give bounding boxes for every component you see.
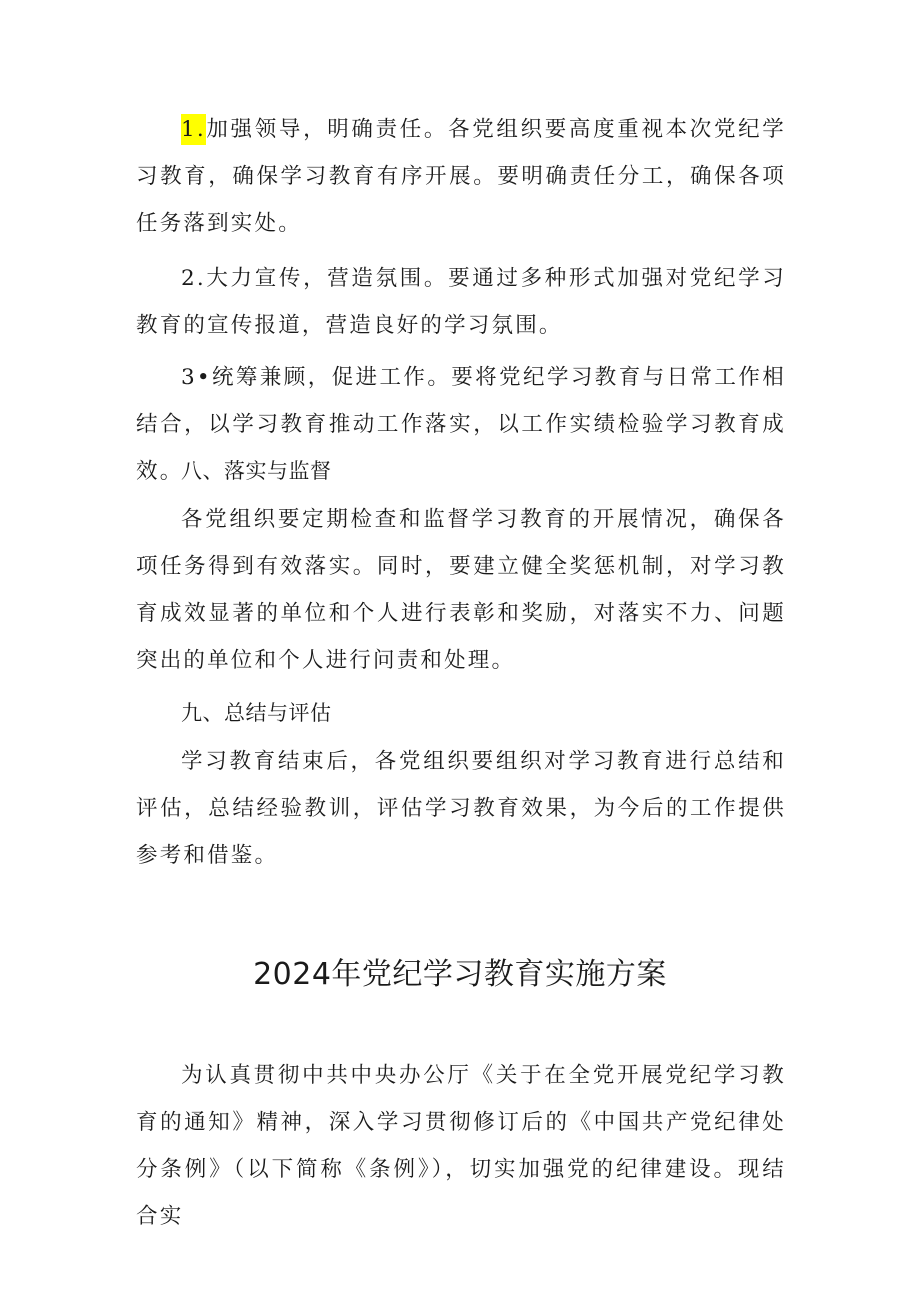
section-8-heading: 八、落实与监督 [181, 459, 332, 483]
item-number-highlight: 1. [181, 114, 206, 145]
list-item-3: 3•统筹兼顾，促进工作。要将党纪学习教育与日常工作相结合，以学习教育推动工作落实，以工作实绩检验学习教育成效。 [136, 365, 786, 484]
list-item-2: 2.大力宣传，营造氛围。要通过多种形式加强对党纪学习教育的宣传报道，营造良好的学习氛围。 [136, 266, 786, 338]
list-item-1 [136, 106, 786, 247]
section-9-heading: 九、总结与评估 [181, 701, 332, 725]
section-9-body: 学习教育结束后，各党组织要组织对学习教育进行总结和评估，总结经验教训，评估学习教育效果，为今后的工作提供参考和借鉴。 [136, 749, 786, 868]
intro-paragraph: 为认真贯彻中共中央办公厅《关于在全党开展党纪学习教育的通知》精神，深入学习贯彻修订后的《中国共产党纪律处分条例》（以下简称《条例》），切实加强党的纪律建设。现结合实 [136, 1063, 786, 1229]
item-1-text: 加强领导，明确责任。各党组织要高度重视本次党纪学习教育，确保学习教育有序开展。要明确责任分工，确保各项任务落到实处。 [136, 117, 786, 236]
document-title: 2024年党纪学习教育实施方案 [253, 957, 667, 992]
section-8-body: 各党组织要定期检查和监督学习教育的开展情况，确保各项任务得到有效落实。同时，要建立健全奖惩机制，对学习教育成效显著的单位和个人进行表彰和奖励，对落实不力、问题突出的单位和个人进行问责和处理。 [136, 507, 786, 673]
